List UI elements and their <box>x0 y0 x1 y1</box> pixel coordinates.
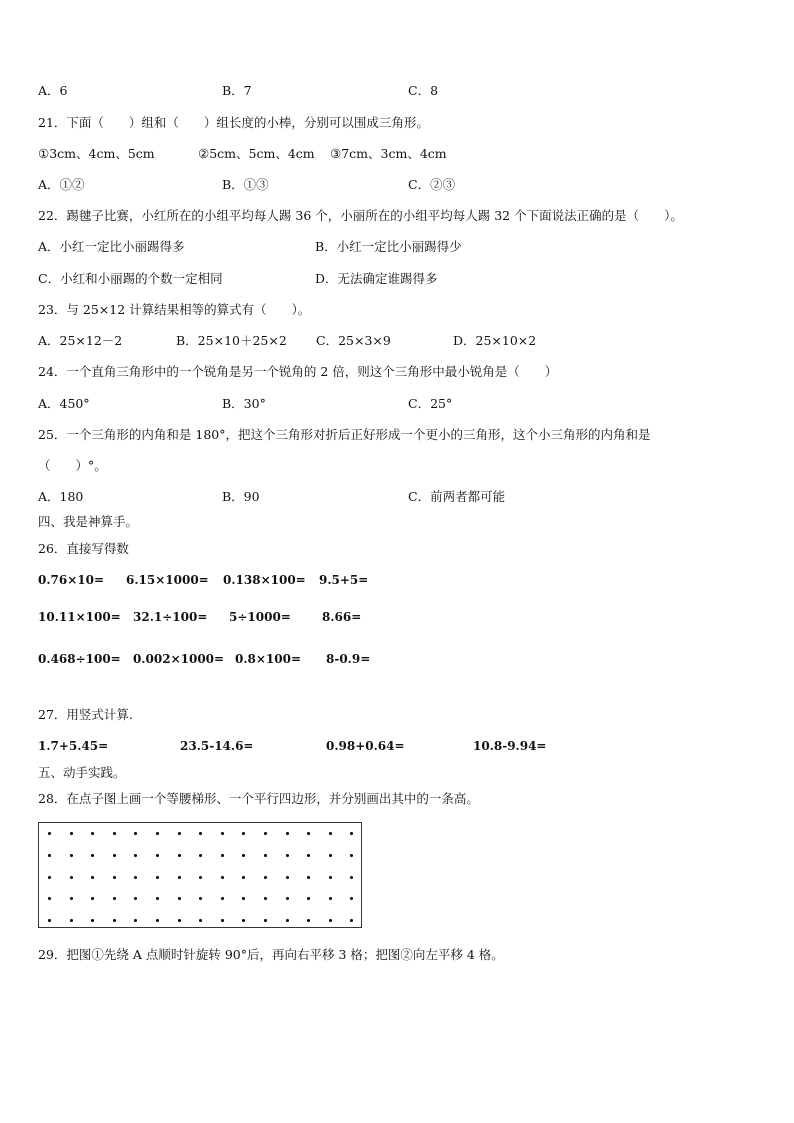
grid-dot <box>307 876 310 879</box>
grid-dot <box>199 919 202 922</box>
q22-option-d: D．无法确定谁踢得多 <box>315 271 438 286</box>
grid-dot <box>242 876 245 879</box>
grid-dot <box>221 897 224 900</box>
q25-option-c: C．前两者都可能 <box>408 489 506 504</box>
grid-dot <box>178 876 181 879</box>
q22-stem: 22．踢毽子比赛，小红所在的小组平均每人踢 36 个，小丽所在的小组平均每人踢 32 个下面说法正确的是（ ）。 <box>38 208 683 223</box>
grid-dot <box>221 876 224 879</box>
grid-dot <box>199 876 202 879</box>
grid-dot <box>70 897 73 900</box>
grid-dot <box>264 897 267 900</box>
q26-expr: 5÷1000= <box>229 610 291 624</box>
grid-dot <box>70 919 73 922</box>
q27-stem: 27．用竖式计算. <box>38 707 133 722</box>
q26-expr: 0.468÷100= <box>38 652 121 666</box>
grid-dot <box>48 897 51 900</box>
q26-expr: 0.8×100= <box>235 652 302 666</box>
q23-stem: 23．与 25×12 计算结果相等的算式有（ ）。 <box>38 302 311 317</box>
grid-dot <box>91 854 94 857</box>
grid-dot <box>134 919 137 922</box>
grid-dot <box>307 854 310 857</box>
q23-option-d: D．25×10×2 <box>453 333 537 348</box>
grid-dot <box>91 876 94 879</box>
grid-dot <box>199 854 202 857</box>
grid-dot <box>286 876 289 879</box>
q20-option-c: C．8 <box>408 83 439 98</box>
q27-expr: 1.7+5.45= <box>38 739 109 753</box>
q20-option-b: B．7 <box>222 83 252 98</box>
grid-dot <box>134 832 137 835</box>
q26-expr: 0.002×1000= <box>133 652 225 666</box>
q25-option-b: B．90 <box>222 489 260 504</box>
grid-dot <box>242 897 245 900</box>
grid-dot <box>156 897 159 900</box>
grid-dot <box>48 919 51 922</box>
q21-option-b: B．①③ <box>222 177 269 192</box>
section-4-heading: 四、我是神算手。 <box>38 514 139 529</box>
grid-dot <box>48 832 51 835</box>
grid-dot <box>48 876 51 879</box>
grid-dot <box>329 897 332 900</box>
q20-option-a: A．6 <box>38 83 68 98</box>
q21-stem: 21．下面（ ）组和（ ）组长度的小棒，分别可以围成三角形。 <box>38 115 429 130</box>
grid-dot <box>350 897 353 900</box>
grid-dot <box>307 919 310 922</box>
q26-expr: 6.15×1000= <box>126 573 209 587</box>
q21-item-1: ①3cm、4cm、5cm <box>38 146 155 161</box>
q27-expr: 23.5-14.6= <box>180 739 254 753</box>
q27-expr: 10.8-9.94= <box>473 739 547 753</box>
grid-dot <box>350 876 353 879</box>
grid-dot <box>264 832 267 835</box>
grid-dot <box>307 832 310 835</box>
q21-option-a: A．①② <box>38 177 85 192</box>
q21-item-3: ③7cm、3cm、4cm <box>330 146 447 161</box>
grid-dot <box>156 832 159 835</box>
q24-option-c: C．25° <box>408 396 453 411</box>
grid-dot <box>91 832 94 835</box>
grid-dot <box>113 897 116 900</box>
q26-stem: 26．直接写得数 <box>38 541 129 556</box>
grid-dot <box>134 876 137 879</box>
q26-expr: 0.76×10= <box>38 573 105 587</box>
grid-dot <box>70 876 73 879</box>
grid-dot <box>178 919 181 922</box>
grid-dot <box>264 919 267 922</box>
q22-option-c: C．小红和小丽踢的个数一定相同 <box>38 271 223 286</box>
grid-dot <box>70 854 73 857</box>
grid-dot <box>242 919 245 922</box>
grid-dot <box>264 876 267 879</box>
q23-option-b: B．25×10＋25×2 <box>176 333 287 348</box>
grid-dot <box>156 876 159 879</box>
q26-expr: 10.11×100= <box>38 610 121 624</box>
q29-stem: 29．把图①先绕 A 点顺时针旋转 90°后，再向右平移 3 格；把图②向左平移 4 格。 <box>38 947 504 962</box>
grid-dot <box>178 832 181 835</box>
grid-dot <box>156 919 159 922</box>
grid-dot <box>221 854 224 857</box>
grid-dot <box>91 919 94 922</box>
grid-dot <box>113 919 116 922</box>
grid-dot <box>329 876 332 879</box>
q23-option-a: A．25×12－2 <box>38 333 123 348</box>
q24-option-b: B．30° <box>222 396 266 411</box>
q26-expr: 8-0.9= <box>326 652 371 666</box>
grid-dot <box>91 897 94 900</box>
q25-stem: 25．一个三角形的内角和是 180°，把这个三角形对折后正好形成一个更小的三角形，这个小三角形的内角和是 <box>38 427 651 442</box>
q24-stem: 24．一个直角三角形中的一个锐角是另一个锐角的 2 倍，则这个三角形中最小锐角是（ ） <box>38 364 558 379</box>
q24-option-a: A．450° <box>38 396 90 411</box>
grid-dot <box>134 854 137 857</box>
q26-expr: 32.1÷100= <box>133 610 208 624</box>
q26-expr: 0.138×100= <box>223 573 306 587</box>
grid-dot <box>70 832 73 835</box>
grid-dot <box>286 854 289 857</box>
grid-dot <box>113 832 116 835</box>
q22-option-a: A．小红一定比小丽踢得多 <box>38 239 185 254</box>
grid-dot <box>113 876 116 879</box>
grid-dot <box>134 897 137 900</box>
dot-grid[interactable] <box>38 822 362 928</box>
section-5-heading: 五、动手实践。 <box>38 765 126 780</box>
q26-expr: 8.66= <box>322 610 362 624</box>
grid-dot <box>48 854 51 857</box>
q26-expr: 9.5+5= <box>319 573 369 587</box>
grid-dot <box>199 897 202 900</box>
q23-option-c: C．25×3×9 <box>316 333 391 348</box>
grid-dot <box>242 854 245 857</box>
grid-dot <box>350 832 353 835</box>
q27-expr: 0.98+0.64= <box>326 739 405 753</box>
grid-dot <box>156 854 159 857</box>
q28-stem: 28．在点子图上画一个等腰梯形、一个平行四边形，并分别画出其中的一条高。 <box>38 791 479 806</box>
grid-dot <box>329 854 332 857</box>
grid-dot <box>286 919 289 922</box>
grid-dot <box>329 832 332 835</box>
grid-dot <box>221 919 224 922</box>
grid-dot <box>199 832 202 835</box>
grid-dot <box>113 854 116 857</box>
grid-dot <box>286 832 289 835</box>
grid-dot <box>264 854 267 857</box>
q25-option-a: A．180 <box>38 489 84 504</box>
grid-dot <box>329 919 332 922</box>
grid-dot <box>242 832 245 835</box>
grid-dot <box>350 919 353 922</box>
grid-dot <box>178 854 181 857</box>
q21-option-c: C．②③ <box>408 177 456 192</box>
q22-option-b: B．小红一定比小丽踢得少 <box>315 239 462 254</box>
grid-dot <box>286 897 289 900</box>
grid-dot <box>350 854 353 857</box>
q25-stem-continued: （ ）°。 <box>38 458 107 473</box>
grid-dot <box>221 832 224 835</box>
grid-dot <box>178 897 181 900</box>
q21-item-2: ②5cm、5cm、4cm <box>198 146 315 161</box>
grid-dot <box>307 897 310 900</box>
